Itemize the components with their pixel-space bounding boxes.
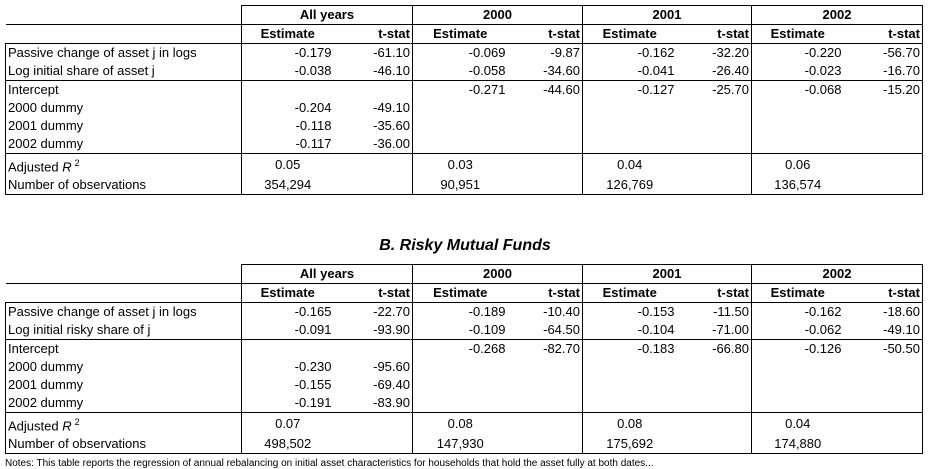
row-label: Adjusted R $^2$ — [6, 154, 242, 177]
tstat-cell — [334, 340, 413, 359]
r-symbol: R — [62, 418, 72, 434]
estimate-cell: 126,769 — [583, 176, 677, 195]
tstat-cell: -95.60 — [334, 358, 413, 376]
tstat-cell: -93.90 — [334, 321, 413, 340]
estimate-cell — [413, 117, 508, 135]
table-row — [6, 62, 923, 81]
estimate-cell — [583, 99, 677, 117]
estimate-cell: -0.023 — [752, 62, 844, 81]
estimate-cell: -0.104 — [583, 321, 677, 340]
estimate-cell: -0.165 — [294, 304, 332, 319]
column-group-header: 2000 — [413, 6, 583, 25]
tstat-cell — [334, 81, 413, 100]
estimate-header: Estimate — [413, 284, 508, 303]
estimate-cell: 498,502 — [242, 435, 334, 454]
tstat-cell — [508, 176, 583, 195]
tstat-cell — [508, 135, 583, 154]
estimate-cell: -0.162 — [637, 45, 675, 60]
estimate-cell: -0.126 — [804, 341, 842, 356]
estimate-cell — [242, 81, 334, 100]
row-label: 2001 dummy — [6, 117, 242, 135]
table-row — [6, 154, 923, 177]
tstat-header: t-stat — [334, 284, 413, 303]
tstat-cell — [844, 176, 923, 195]
estimate-cell: -0.220 — [804, 45, 842, 60]
tstat-header: t-stat — [334, 25, 413, 44]
estimate-cell — [583, 135, 677, 154]
table-row — [6, 413, 923, 436]
estimate-header: Estimate — [752, 284, 844, 303]
estimate-cell: -0.162 — [804, 304, 842, 319]
tstat-cell: -15.20 — [844, 81, 923, 100]
estimate-cell: -0.038 — [242, 62, 334, 81]
tstat-cell: -11.50 — [677, 303, 752, 322]
tstat-cell — [677, 394, 752, 413]
panel-b-table — [5, 264, 923, 454]
estimate-cell: 354,294 — [242, 176, 334, 195]
tstat-cell: -56.70 — [844, 44, 923, 63]
tstat-cell: -16.70 — [844, 62, 923, 81]
column-group-header: 2001 — [583, 265, 752, 284]
tstat-cell — [334, 176, 413, 195]
estimate-cell: -0.109 — [413, 321, 508, 340]
header-group-row — [6, 265, 923, 284]
estimate-cell: -0.155 — [294, 377, 332, 392]
tstat-cell — [844, 99, 923, 117]
tstat-cell — [844, 394, 923, 413]
estimate-cell: 0.06 — [785, 157, 811, 173]
tstat-header: t-stat — [677, 25, 752, 44]
column-group-header: 2000 — [413, 265, 583, 284]
row-label: 2000 dummy — [6, 99, 242, 117]
estimate-header: Estimate — [583, 25, 677, 44]
column-group-header: 2002 — [752, 6, 923, 25]
row-label: Intercept — [6, 340, 242, 359]
estimate-cell: 0.08 — [617, 416, 643, 432]
table-row — [6, 358, 923, 376]
estimate-cell — [583, 117, 677, 135]
estimate-cell: -0.062 — [752, 321, 844, 340]
row-label: Intercept — [6, 81, 242, 100]
tstat-cell: -66.80 — [677, 340, 752, 359]
tstat-header: t-stat — [508, 284, 583, 303]
estimate-cell — [413, 99, 508, 117]
tstat-cell: -50.50 — [844, 340, 923, 359]
row-label: Log initial share of asset j — [6, 62, 242, 81]
estimate-cell: 0.03 — [447, 157, 473, 173]
tstat-cell: -9.87 — [508, 44, 583, 63]
tstat-cell — [677, 117, 752, 135]
row-label: Adjusted R $^2$ — [6, 413, 242, 436]
table-row — [6, 81, 923, 100]
tstat-cell — [677, 176, 752, 195]
estimate-cell: -0.153 — [637, 304, 675, 319]
tstat-cell — [508, 358, 583, 376]
tstat-cell: -82.70 — [508, 340, 583, 359]
tstat-cell: -83.90 — [334, 394, 413, 413]
tstat-cell — [844, 358, 923, 376]
table-row — [6, 176, 923, 195]
tstat-cell: -34.60 — [508, 62, 583, 81]
estimate-cell — [752, 99, 844, 117]
estimate-cell: 175,692 — [583, 435, 677, 454]
tstat-cell — [508, 99, 583, 117]
tstat-cell — [677, 435, 752, 454]
estimate-cell: 174,880 — [752, 435, 844, 454]
estimate-cell: -0.058 — [413, 62, 508, 81]
table-row — [6, 340, 923, 359]
tstat-cell — [844, 154, 923, 177]
estimate-cell: -0.230 — [294, 359, 332, 374]
estimate-cell — [752, 117, 844, 135]
estimate-cell — [413, 376, 508, 394]
estimate-cell: -0.091 — [242, 321, 334, 340]
tstat-cell: -18.60 — [844, 303, 923, 322]
estimate-cell — [242, 340, 334, 359]
estimate-header: Estimate — [752, 25, 844, 44]
row-label: 2002 dummy — [6, 394, 242, 413]
tstat-cell — [508, 394, 583, 413]
estimate-cell: -0.204 — [294, 100, 332, 115]
estimate-cell: -0.127 — [637, 82, 675, 97]
tstat-cell: -25.70 — [677, 81, 752, 100]
tstat-cell — [677, 358, 752, 376]
column-group-header: All years — [242, 6, 413, 25]
estimate-cell: -0.268 — [468, 341, 506, 356]
footnote: Notes: This table reports the regression of annual rebalancing on initial asset characteristics for households that hold the asset fully at both dates... — [5, 458, 654, 469]
tstat-cell — [508, 435, 583, 454]
tstat-cell — [508, 154, 583, 177]
estimate-cell: 136,574 — [752, 176, 844, 195]
tstat-cell — [508, 376, 583, 394]
estimate-cell: -0.189 — [468, 304, 506, 319]
tstat-header: t-stat — [677, 284, 752, 303]
estimate-cell: 0.05 — [275, 157, 301, 173]
tstat-cell — [334, 413, 413, 436]
estimate-cell: -0.271 — [468, 82, 506, 97]
estimate-cell: 0.08 — [447, 416, 473, 432]
tstat-cell — [677, 413, 752, 436]
row-label: Number of observations — [6, 435, 242, 454]
estimate-cell — [413, 358, 508, 376]
r-symbol: R — [62, 159, 72, 175]
tstat-cell — [677, 376, 752, 394]
tstat-cell: -49.10 — [844, 321, 923, 340]
estimate-cell — [583, 358, 677, 376]
superscript: 2 — [74, 417, 80, 427]
estimate-cell: -0.041 — [583, 62, 677, 81]
tstat-cell: -61.10 — [334, 44, 413, 63]
estimate-header: Estimate — [413, 25, 508, 44]
estimate-cell — [752, 358, 844, 376]
table-row — [6, 376, 923, 394]
tstat-cell: -49.10 — [334, 99, 413, 117]
row-label: Number of observations — [6, 176, 242, 195]
tstat-cell: -32.20 — [677, 44, 752, 63]
tstat-cell: -10.40 — [508, 303, 583, 322]
estimate-cell: -0.117 — [242, 135, 334, 154]
estimate-header: Estimate — [583, 284, 677, 303]
estimate-cell — [752, 376, 844, 394]
row-label: 2000 dummy — [6, 358, 242, 376]
table-row — [6, 321, 923, 340]
estimate-cell: 0.04 — [785, 416, 811, 432]
tstat-cell — [677, 135, 752, 154]
estimate-cell — [583, 394, 677, 413]
tstat-cell — [844, 435, 923, 454]
header-sub-row — [6, 25, 923, 44]
tstat-cell — [677, 154, 752, 177]
tstat-cell — [677, 99, 752, 117]
tstat-cell: -69.40 — [334, 376, 413, 394]
column-group-header: 2001 — [583, 6, 752, 25]
estimate-cell — [413, 135, 508, 154]
estimate-cell: 147,930 — [413, 435, 508, 454]
column-group-header: All years — [242, 265, 413, 284]
panel-b-title: B. Risky Mutual Funds — [379, 237, 551, 254]
tstat-cell — [508, 117, 583, 135]
tstat-cell — [844, 135, 923, 154]
tstat-cell: -64.50 — [508, 321, 583, 340]
table-row — [6, 394, 923, 413]
estimate-cell — [752, 394, 844, 413]
header-sub-row — [6, 284, 923, 303]
estimate-cell: -0.118 — [295, 118, 332, 133]
column-group-header: 2002 — [752, 265, 923, 284]
estimate-cell: -0.069 — [468, 45, 506, 60]
estimate-cell: 0.04 — [617, 157, 643, 173]
tstat-header: t-stat — [508, 25, 583, 44]
tstat-cell — [334, 154, 413, 177]
tstat-cell — [508, 413, 583, 436]
estimate-cell: -0.191 — [242, 394, 334, 413]
estimate-cell — [583, 376, 677, 394]
table-row — [6, 117, 923, 135]
tstat-cell: -22.70 — [334, 303, 413, 322]
header-group-row — [6, 6, 923, 25]
estimate-header: Estimate — [242, 25, 334, 44]
estimate-header: Estimate — [242, 284, 334, 303]
tstat-cell — [844, 117, 923, 135]
panel-a-table — [5, 5, 923, 195]
estimate-cell — [413, 394, 508, 413]
tstat-cell: -71.00 — [677, 321, 752, 340]
estimate-cell: -0.183 — [637, 341, 675, 356]
tstat-cell — [844, 413, 923, 436]
row-label: Log initial risky share of j — [6, 321, 242, 340]
estimate-cell: -0.179 — [294, 45, 332, 60]
superscript: 2 — [74, 158, 80, 168]
tstat-cell — [334, 435, 413, 454]
row-label: Passive change of asset j in logs — [6, 303, 242, 322]
row-label: 2002 dummy — [6, 135, 242, 154]
estimate-cell: 0.07 — [275, 416, 301, 432]
estimate-cell — [752, 135, 844, 154]
tstat-cell — [844, 376, 923, 394]
row-label: Passive change of asset j in logs — [6, 44, 242, 63]
tstat-cell: -35.60 — [334, 117, 413, 135]
tstat-cell: -46.10 — [334, 62, 413, 81]
table-row — [6, 135, 923, 154]
estimate-cell: -0.068 — [804, 82, 842, 97]
row-label: 2001 dummy — [6, 376, 242, 394]
tstat-header: t-stat — [844, 25, 923, 44]
tstat-cell: -26.40 — [677, 62, 752, 81]
tstat-cell: -36.00 — [334, 135, 413, 154]
table-row — [6, 435, 923, 454]
table-row — [6, 99, 923, 117]
estimate-cell: 90,951 — [413, 176, 508, 195]
tstat-cell: -44.60 — [508, 81, 583, 100]
table-row — [6, 303, 923, 322]
table-row — [6, 44, 923, 63]
tstat-header: t-stat — [844, 284, 923, 303]
